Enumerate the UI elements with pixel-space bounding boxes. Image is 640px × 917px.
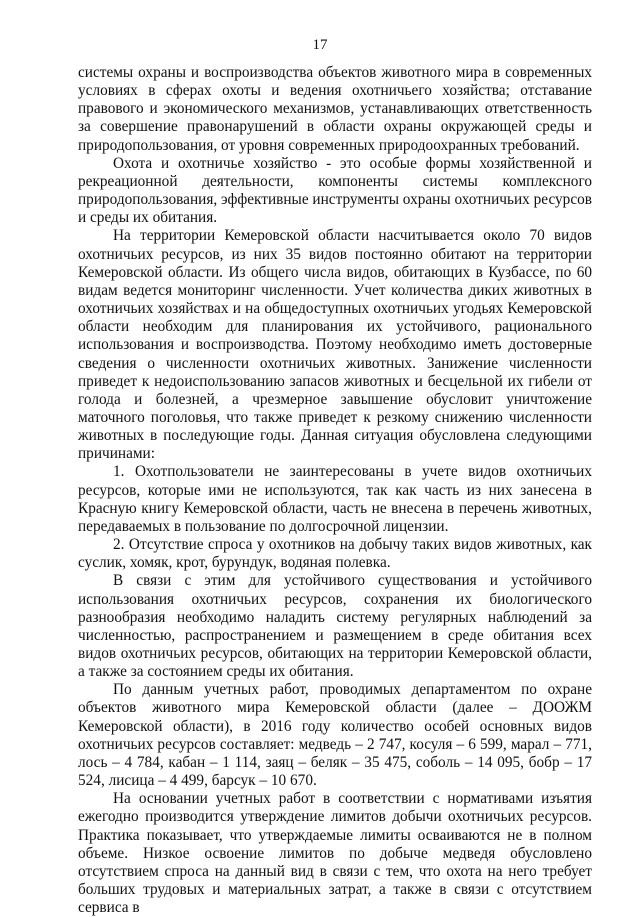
paragraph-kemerovo-resources: На территории Кемеровской области насчитывается около 70 видов охотничьих ресурсов, из них 35 видов постоянно обитают на территории Кемеровской области. Из общего числа видов, обитающих в Кузбассе, по 60 видам ведется мониторинг численности. Учет количества диких животных в охотничьих хозяйствах и на общедоступных охотничьих угодьях Кемеровской области необходим для планирования их устойчивого, рационального использования и воспроизводства. Поэтому необходимо иметь достоверные сведения о численности охотничьих животных. Занижение численности приведет к недоиспользованию запасов животных и бесцельной их гибели от голода и болезней, а чрезмерное завышение обусловит уничтожение маточного поголовья, что также приведет к резкому снижению численности животных в последующие годы. Данная ситуация обусловлена следующими причинами: bbox=[78, 227, 592, 463]
paragraph-hunting-definition: Охота и охотничье хозяйство - это особые формы хозяйственной и рекреационной деятельности, компоненты системы комплексного природопользования, эффективные инструменты охраны охотничьих ресурсов и среды их обитания. bbox=[78, 154, 592, 227]
paragraph-continuation: системы охраны и воспроизводства объектов животного мира в современных условиях в сферах охоты и ведения охотничьего хозяйства; отставание правового и экономического механизмов, устанавливающих ответственность за совершение правонарушений в области охраны окружающей среды и природопользования, от уровня современных природоохранных требований. bbox=[78, 64, 592, 154]
paragraph-monitoring-system: В связи с этим для устойчивого существования и устойчивого использования охотничьих ресурсов, сохранения их биологического разнообразия необходимо наладить систему регулярных наблюдений за численностью, распространением и размещением в среде обитания всех видов охотничьих ресурсов, обитающих на территории Кемеровской области, а также за состоянием среды их обитания. bbox=[78, 572, 592, 681]
document-body bbox=[78, 64, 592, 917]
page-number: 17 bbox=[312, 37, 328, 53]
paragraph-reason-1: 1. Охотпользователи не заинтересованы в учете видов охотничьих ресурсов, которые ими не используются, так как часть из них занесена в Красную книгу Кемеровской области, часть не внесена в перечень животных, передаваемых в пользование по долгосрочной лицензии. bbox=[78, 463, 592, 535]
paragraph-harvest-limits: На основании учетных работ в соответствии с нормативами изъятия ежегодно производится утверждение лимитов добычи охотничьих ресурсов. Практика показывает, что утверждаемые лимиты осваиваются не в полном объеме. Низкое освоение лимитов по добыче медведя обусловлено отсутствием спроса на данный вид в связи с тем, что охота на него требует больших трудовых и материальных затрат, а также в связи с отсутствием сервиса в bbox=[78, 790, 592, 917]
paragraph-reason-2: 2. Отсутствие спроса у охотников на добычу таких видов животных, как суслик, хомяк, крот, бурундук, водяная полевка. bbox=[78, 536, 592, 572]
paragraph-census-data: По данным учетных работ, проводимых департаментом по охране объектов животного мира Кемеровской области (далее – ДООЖМ Кемеровской области), в 2016 году количество особей основных видов охотничьих ресурсов составляет: медведь – 2 747, косуля – 6 599, марал – 771, лось – 4 784, кабан – 1 114, заяц – беляк – 35 475, соболь – 14 095, бобр – 17 524, лисица – 4 499, барсук – 10 670. bbox=[78, 681, 592, 790]
